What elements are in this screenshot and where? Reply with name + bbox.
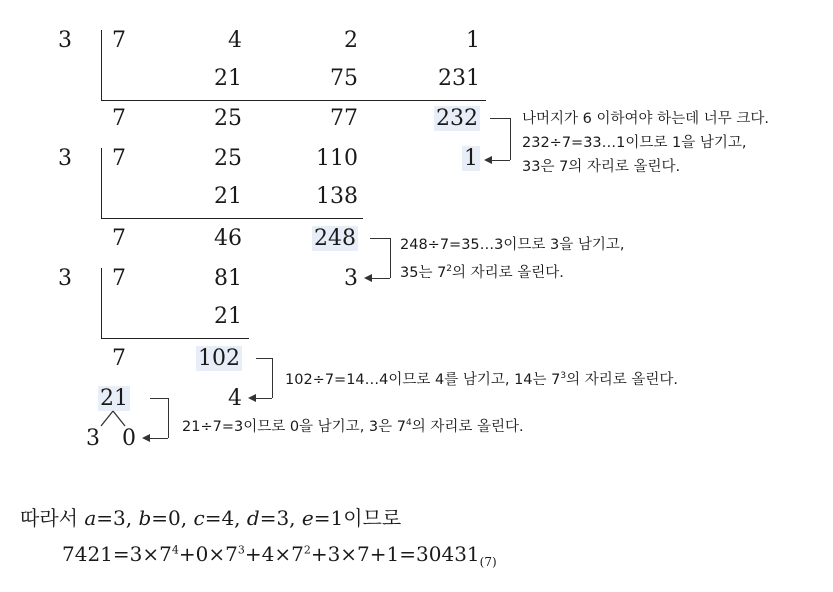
cell: 7 <box>112 146 126 171</box>
cell: 231 <box>438 66 480 91</box>
connector <box>510 118 511 160</box>
note-line: 21÷7=3이므로 0을 남기고, 3은 $7^4$의 자리로 올린다. <box>182 418 524 435</box>
note-line: 248÷7=35…3이므로 3을 남기고, <box>400 237 625 253</box>
arrow-left-icon <box>484 156 492 164</box>
divisor-3: 3 <box>58 266 72 291</box>
connector <box>390 238 391 278</box>
cell: 102 <box>198 346 240 371</box>
cell: 1 <box>464 146 478 171</box>
arrow-left-icon <box>142 434 150 442</box>
connector <box>150 398 168 399</box>
connector <box>490 118 510 119</box>
cell: 21 <box>214 304 242 329</box>
cell: 232 <box>436 106 478 131</box>
cell: 248 <box>314 226 356 251</box>
connector <box>490 160 510 161</box>
cell: 4 <box>228 28 242 53</box>
note-line: 나머지가 6 이하여야 하는데 너무 크다. <box>522 111 769 127</box>
division-line-1 <box>101 100 486 101</box>
cell: 25 <box>214 106 242 131</box>
cell: 81 <box>214 266 242 291</box>
divisor-2: 3 <box>58 146 72 171</box>
note-line: 102÷7=14…4이므로 4를 남기고, 14는 $7^3$의 자리로 올린다. <box>285 371 679 388</box>
connector <box>370 238 390 239</box>
conclusion-line: 따라서 a=3, b=0, c=4, d=3, e=1이므로 <box>20 506 402 530</box>
carry-value <box>420 146 480 172</box>
highlight-value <box>420 106 480 132</box>
cell: 0 <box>122 426 136 451</box>
cell: 7 <box>112 28 126 53</box>
division-bracket-1 <box>101 30 102 101</box>
highlight-value <box>300 226 358 252</box>
cell: 3 <box>86 426 100 451</box>
division-line-2 <box>101 218 363 219</box>
note-line: 232÷7=33…1이므로 1을 남기고, <box>522 135 747 151</box>
cell: 21 <box>214 66 242 91</box>
connector <box>168 398 169 438</box>
connector <box>148 438 168 439</box>
cell: 21 <box>100 386 128 411</box>
cell: 77 <box>330 106 358 131</box>
connector <box>272 358 273 398</box>
cell: 3 <box>344 266 358 291</box>
note-line: 35는 $7^2$의 자리로 올린다. <box>400 264 564 281</box>
division-line-3 <box>101 338 249 339</box>
connector <box>254 398 272 399</box>
arrow-left-icon <box>248 394 256 402</box>
cell: 1 <box>466 28 480 53</box>
cell: 21 <box>214 184 242 209</box>
connector <box>370 278 390 279</box>
arrow-left-icon <box>364 274 372 282</box>
connector <box>256 358 272 359</box>
divisor-1: 3 <box>58 28 72 53</box>
cell: 4 <box>228 386 242 411</box>
division-bracket-3 <box>101 268 102 339</box>
highlight-value <box>190 346 242 372</box>
cell: 2 <box>344 28 358 53</box>
cell: 110 <box>316 146 358 171</box>
cell: 75 <box>330 66 358 91</box>
cell: 7 <box>112 226 126 251</box>
cell: 7 <box>112 346 126 371</box>
final-equation: $7421=3\times 7^4+0\times 7^3+4\times 7^2+3\times 7+1=30431_{(7)}$ <box>62 542 497 569</box>
cell: 7 <box>112 106 126 131</box>
cell: 138 <box>316 184 358 209</box>
cell: 25 <box>214 146 242 171</box>
note-line: 33은 7의 자리로 올린다. <box>522 159 681 175</box>
division-bracket-2 <box>101 148 102 219</box>
cell: 46 <box>214 226 242 251</box>
cell: 7 <box>112 266 126 291</box>
